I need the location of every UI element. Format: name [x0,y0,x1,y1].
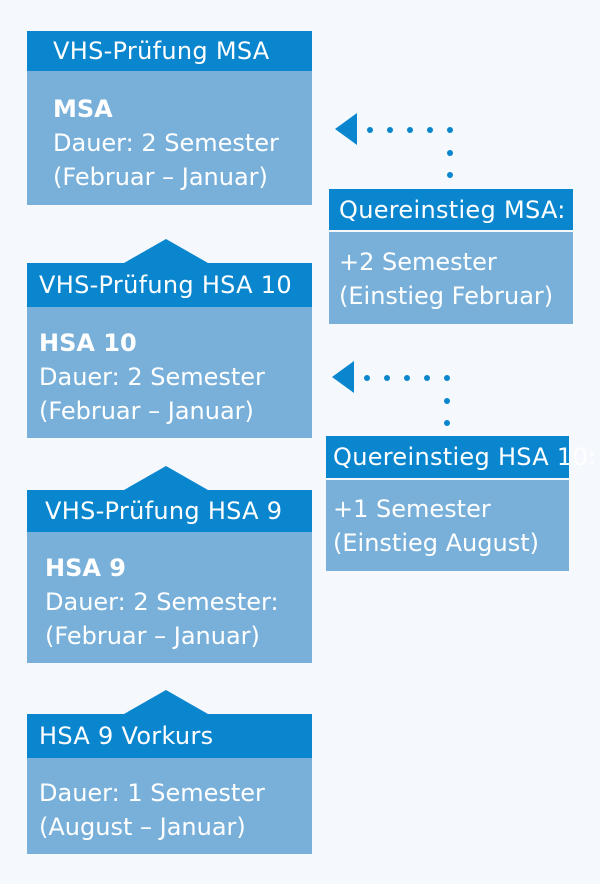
msa-exam-box [27,71,312,205]
hsa10-exam-box [27,307,312,438]
connector-dot [444,375,450,381]
connector-dot [387,127,393,133]
progress-arrow-to-hsa9 [124,690,208,714]
connector-dot [384,375,390,381]
hsa9-period: (Februar – Januar) [45,622,260,650]
hsa10-duration: Dauer: 2 Semester [39,363,265,391]
side-entry-hsa10-header: Quereinstieg HSA 10: [326,436,569,478]
entry-arrow-msa [335,113,357,145]
progress-arrow-to-hsa10 [124,466,208,490]
connector-dot [444,420,450,426]
hsa10-title: HSA 10 [39,329,137,357]
connector-dot [447,150,453,156]
connector-dot [444,398,450,404]
side-entry-hsa10-box [326,480,569,571]
msa-exam-header: VHS-Prüfung MSA [27,31,312,71]
side-entry-msa-duration: +2 Semester [339,248,497,276]
connector-dot [447,127,453,133]
hsa9-exam-header: VHS-Prüfung HSA 9 [27,490,312,532]
msa-period: (Februar – Januar) [53,163,268,191]
connector-dot [364,375,370,381]
connector-dot [447,172,453,178]
side-entry-msa-start: (Einstieg Februar) [339,282,554,310]
connector-dot [367,127,373,133]
side-entry-hsa10-start: (Einstieg August) [333,529,539,557]
hsa9-exam-box [27,532,312,663]
entry-arrow-hsa10 [332,361,354,393]
side-entry-hsa10-duration: +1 Semester [333,495,491,523]
hsa10-period: (Februar – Januar) [39,397,254,425]
vorkurs-duration: Dauer: 1 Semester [39,779,265,807]
connector-dot [404,375,410,381]
connector-dot [407,127,413,133]
connector-dot [424,375,430,381]
msa-duration: Dauer: 2 Semester [53,129,279,157]
msa-title: MSA [53,95,113,123]
vorkurs-period: (August – Januar) [39,813,246,841]
side-entry-msa-header: Quereinstieg MSA: [329,189,573,230]
vorkurs-box [27,758,312,854]
progress-arrow-to-msa [124,239,208,263]
hsa9-title: HSA 9 [45,554,126,582]
vorkurs-header: HSA 9 Vorkurs [27,714,312,758]
hsa10-exam-header: VHS-Prüfung HSA 10 [27,263,312,307]
side-entry-msa-box [329,232,573,324]
hsa9-duration: Dauer: 2 Semester: [45,588,279,616]
connector-dot [427,127,433,133]
